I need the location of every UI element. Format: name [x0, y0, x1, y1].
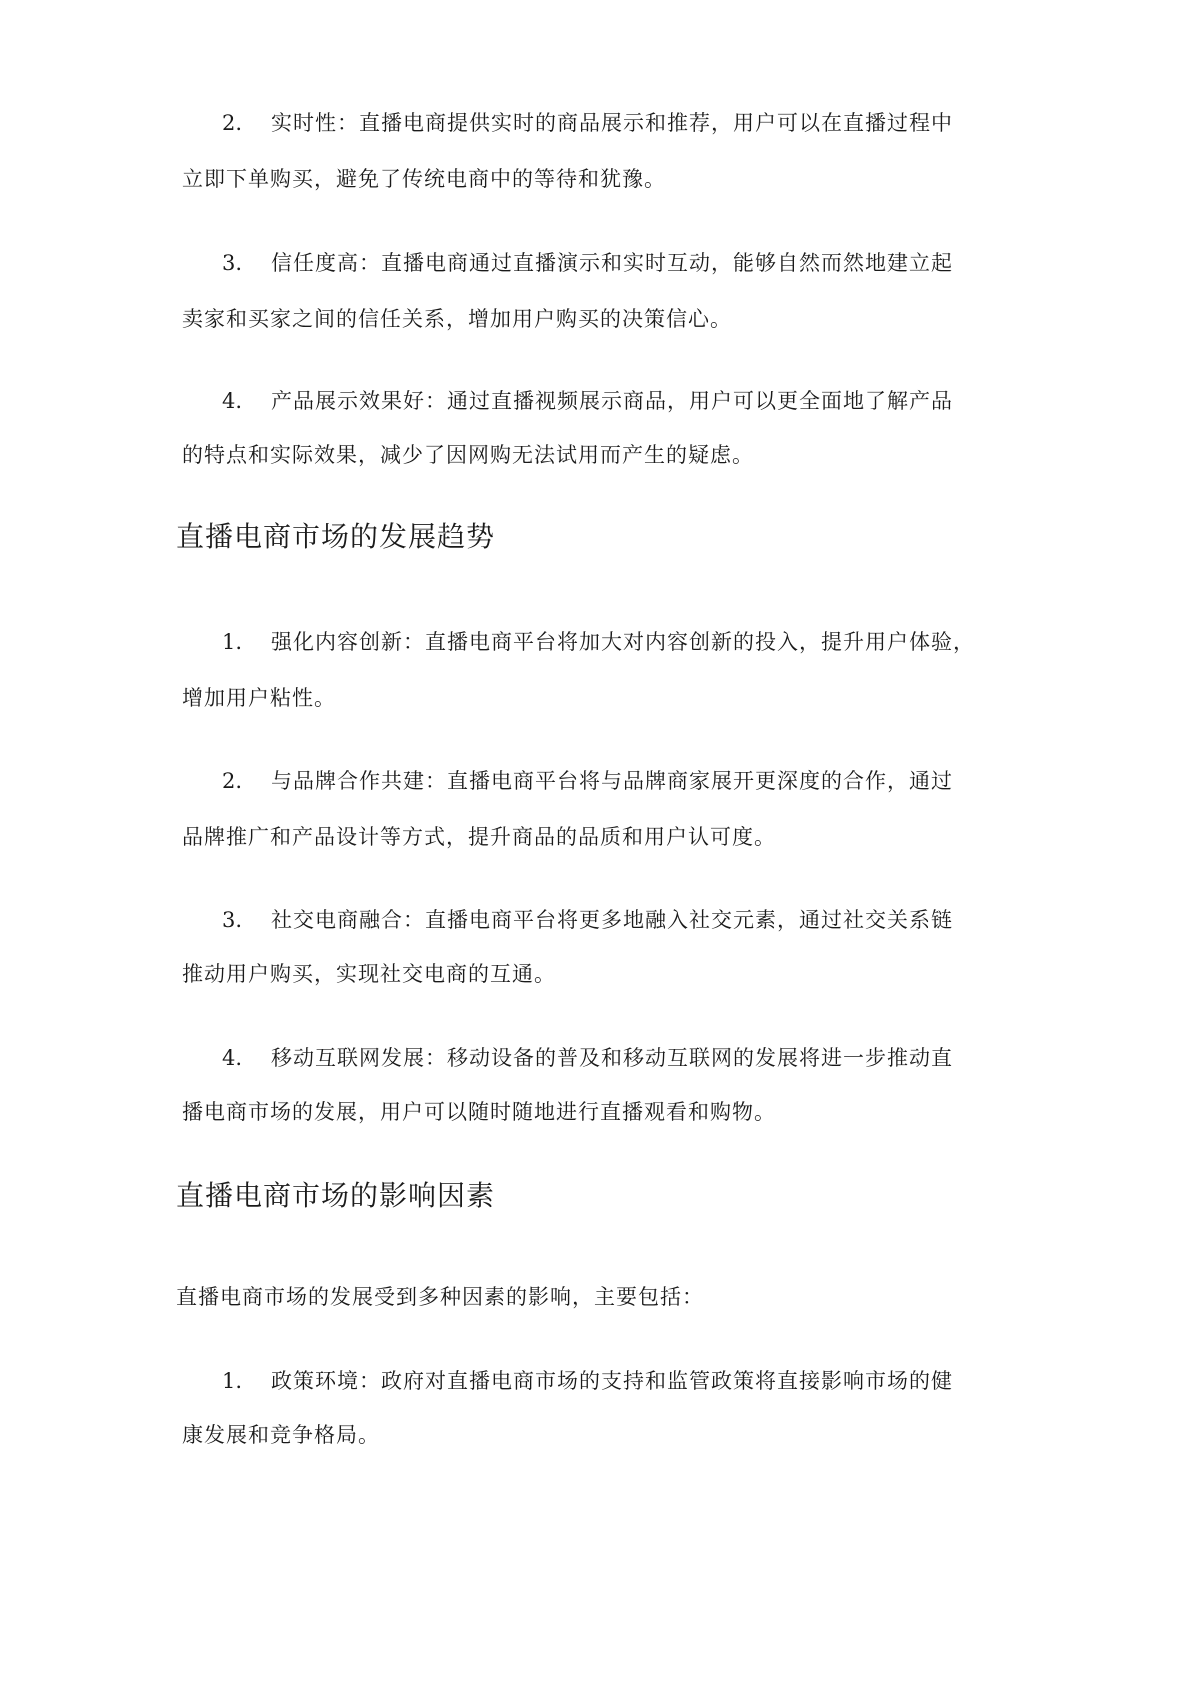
- paragraph-text: 直播电商市场的发展受到多种因素的影响，主要包括：: [176, 1285, 704, 1309]
- list-item-text: 的特点和实际效果，减少了因网购无法试用而产生的疑虑。: [182, 443, 754, 467]
- list-item-text: 强化内容创新：直播电商平台将加大对内容创新的投入，提升用户体验，: [271, 630, 975, 654]
- list-number: 4.: [222, 1046, 243, 1070]
- section-heading: 直播电商市场的影响因素: [176, 1179, 496, 1212]
- list-item-text: 政策环境：政府对直播电商市场的支持和监管政策将直接影响市场的健: [271, 1369, 953, 1393]
- list-item-text: 实时性：直播电商提供实时的商品展示和推荐，用户可以在直播过程中: [271, 111, 953, 135]
- section-heading: 直播电商市场的发展趋势: [176, 520, 496, 553]
- list-item-text: 推动用户购买，实现社交电商的互通。: [182, 962, 556, 986]
- list-item-text: 康发展和竞争格局。: [182, 1423, 380, 1447]
- list-item-text: 播电商市场的发展，用户可以随时随地进行直播观看和购物。: [182, 1100, 776, 1124]
- list-item-text: 移动互联网发展：移动设备的普及和移动互联网的发展将进一步推动直: [271, 1046, 953, 1070]
- list-item-text: 产品展示效果好：通过直播视频展示商品，用户可以更全面地了解产品: [271, 389, 953, 413]
- list-item-text: 品牌推广和产品设计等方式，提升商品的品质和用户认可度。: [182, 825, 776, 849]
- list-item-text: 社交电商融合：直播电商平台将更多地融入社交元素，通过社交关系链: [271, 908, 953, 932]
- list-number: 1.: [222, 1369, 243, 1393]
- list-number: 1.: [222, 630, 243, 654]
- list-number: 2.: [222, 111, 243, 135]
- list-item-text: 增加用户粘性。: [182, 686, 336, 710]
- list-item-text: 与品牌合作共建：直播电商平台将与品牌商家展开更深度的合作，通过: [271, 769, 953, 793]
- list-item-text: 立即下单购买，避免了传统电商中的等待和犹豫。: [182, 167, 666, 191]
- list-number: 3.: [222, 908, 243, 932]
- list-item-text: 卖家和买家之间的信任关系，增加用户购买的决策信心。: [182, 307, 732, 331]
- list-number: 3.: [222, 251, 243, 275]
- list-number: 2.: [222, 769, 243, 793]
- list-item-text: 信任度高：直播电商通过直播演示和实时互动，能够自然而然地建立起: [271, 251, 953, 275]
- list-number: 4.: [222, 389, 243, 413]
